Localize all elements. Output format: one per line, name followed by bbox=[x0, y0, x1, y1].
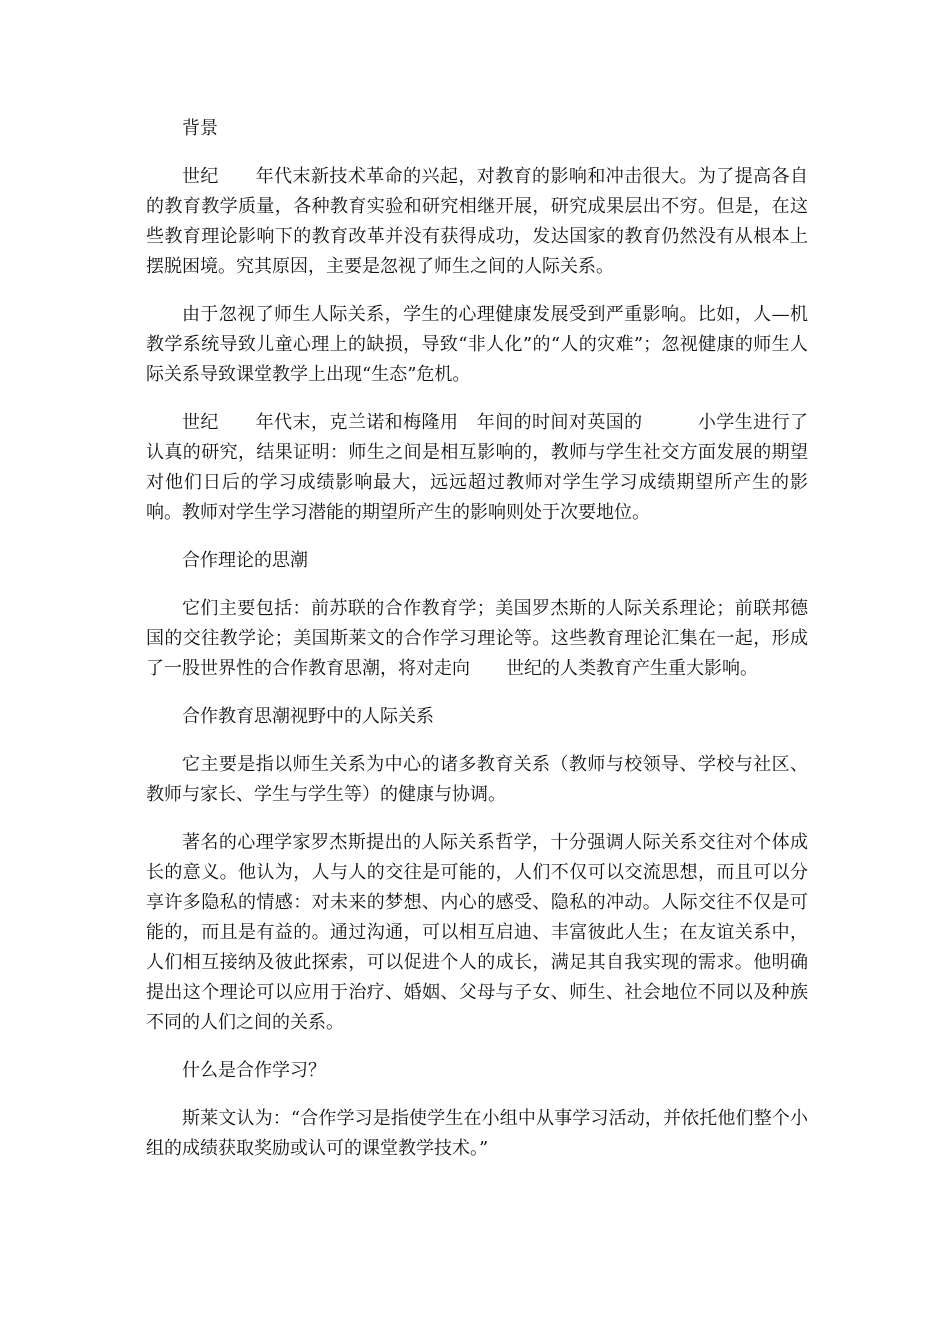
section-heading-cooperation-theory: 合作理论的思潮 bbox=[182, 550, 308, 571]
paragraph-theories-list: 它们主要包括：前苏联的合作教育学；美国罗杰斯的人际关系理论；前联邦德国的交往教学论；美国斯莱文的合作学习理论等。这些教育理论汇集在一起，形成了一股世界性的合作教育思潮，将对走向 世纪的人类教育产生重大影响。 bbox=[146, 598, 808, 679]
paragraph-ignored-relations: 由于忽视了师生人际关系，学生的心理健康发展受到严重影响。比如，人—机教学系统导致儿童心理上的缺损，导致“非人化”的“人的灾难”；忽视健康的师生人际关系导致课堂教学上出现“生态”危机。 bbox=[146, 304, 808, 385]
document-body bbox=[146, 114, 808, 1182]
paragraph-uk-study: 世纪 年代末，克兰诺和梅隆用 年间的时间对英国的 小学生进行了认真的研究，结果证明：师生之间是相互影响的，教师与学生社交方面发展的期望对他们日后的学习成绩影响最大，远远超过教师对学生学习成绩期望所产生的影响。教师对学生学习潜能的期望所产生的影响则处于次要地位。 bbox=[146, 412, 808, 523]
paragraph-new-tech-revolution: 世纪 年代末新技术革命的兴起，对教育的影响和冲击很大。为了提高各自的教育教学质量，各种教育实验和研究相继开展，研究成果层出不穷。但是，在这些教育理论影响下的教育改革并没有获得成功，发达国家的教育仍然没有从根本上摆脱困境。究其原因，主要是忽视了师生之间的人际关系。 bbox=[146, 166, 808, 277]
section-heading-background: 背景 bbox=[182, 118, 218, 139]
paragraph-slavin-definition: 斯莱文认为：“合作学习是指使学生在小组中从事学习活动，并依托他们整个小组的成绩获取奖励或认可的课堂教学技术。” bbox=[146, 1108, 808, 1159]
section-heading-what-is-cooperative-learning: 什么是合作学习？ bbox=[182, 1060, 326, 1081]
paragraph-teacher-student-relations: 它主要是指以师生关系为中心的诸多教育关系（教师与校领导、学校与社区、教师与家长、学生与学生等）的健康与协调。 bbox=[146, 754, 808, 805]
section-heading-interpersonal: 合作教育思潮视野中的人际关系 bbox=[182, 706, 434, 727]
paragraph-rogers-philosophy: 著名的心理学家罗杰斯提出的人际关系哲学，十分强调人际关系交往对个体成长的意义。他认为，人与人的交往是可能的，人们不仅可以交流思想，而且可以分享许多隐私的情感：对未来的梦想、内心的感受、隐私的冲动。人际交往不仅是可能的，而且是有益的。通过沟通，可以相互启迪、丰富彼此人生；在友谊关系中，人们相互接纳及彼此探索，可以促进个人的成长，满足其自我实现的需求。他明确提出这个理论可以应用于治疗、婚姻、父母与子女、师生、社会地位不同以及种族不同的人们之间的关系。 bbox=[146, 832, 808, 1033]
